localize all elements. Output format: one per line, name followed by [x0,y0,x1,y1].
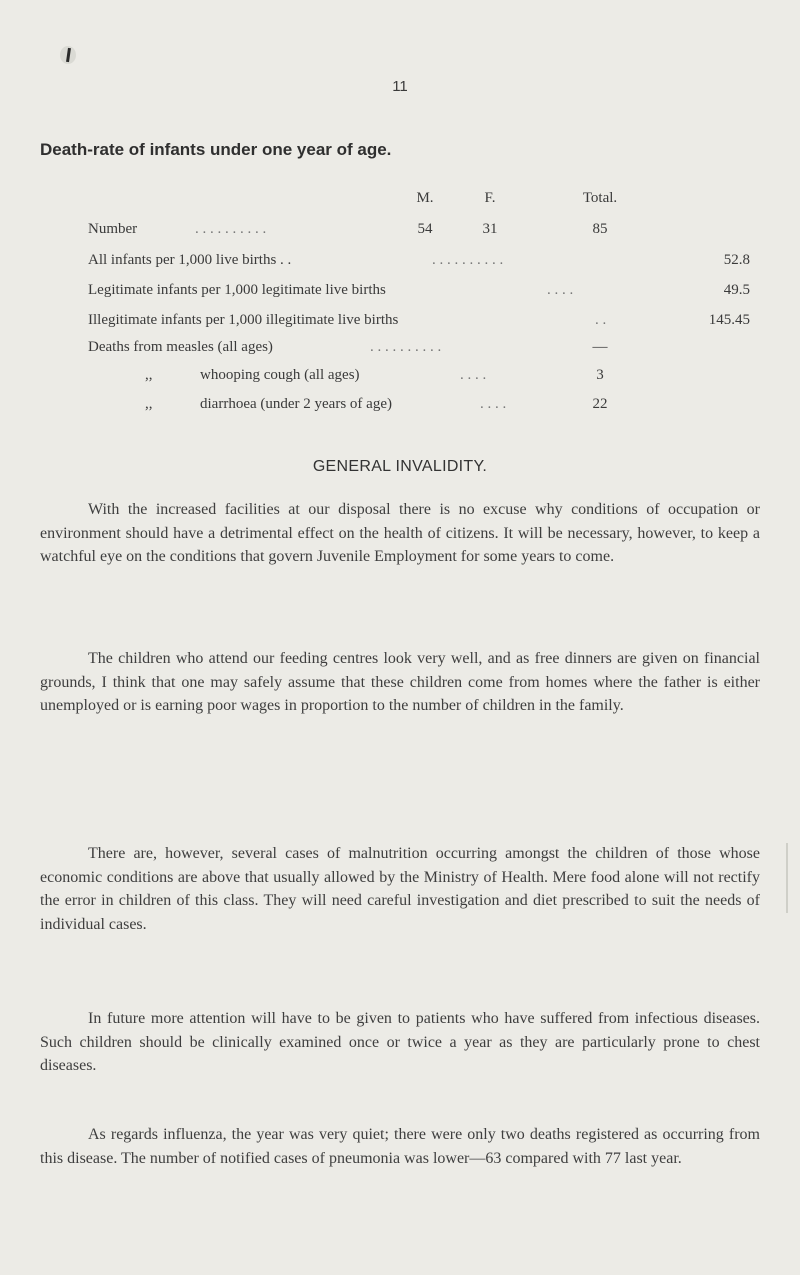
header-m: M. [416,190,434,206]
paragraph: In future more attention will have to be given to patients who have suffered from infectious diseases. Such children should be clinically examined once or twice a year as they are particularly prone to chest diseases. [40,1010,760,1074]
cell-rate: 49.5 [723,282,750,298]
table-row [60,252,760,274]
leader-dots: . . . . [547,282,574,298]
cell-total: 22 [592,396,608,412]
row-label: Illegitimate infants per 1,000 illegitimate live births [88,312,399,328]
row-label: Number [88,221,138,237]
row-label: Legitimate infants per 1,000 legitimate live births [88,282,386,298]
row-label: diarrhoea (under 2 years of age) [200,396,392,412]
paragraph: As regards influenza, the year was very quiet; there were only two deaths registered as occurring from this disease. The number of notified cases of pneumonia was lower—63 compared with 77 last year. [40,1126,760,1167]
ditto-mark: ,, [145,396,153,412]
section-title: GENERAL INVALIDITY. [312,458,488,475]
leader-dots: . . . . . . . . . . [370,339,442,355]
cell-f: 31 [482,221,498,237]
cell-rate: 145.45 [708,312,750,328]
table-row [60,221,760,243]
leader-dots: . . . . . . . . . . [432,252,504,268]
header-f: F. [484,190,496,206]
paragraph: There are, however, several cases of malnutrition occurring amongst the children of those whose economic conditions are above that usually allowed by the Ministry of Health. Mere food alone will not rectify the error in children of this class. They will need careful investigation and diet prescribed to suit the needs of individual cases. [40,845,760,933]
cell-m: 54 [417,221,433,237]
leader-dots: . . [595,312,607,328]
scan-artifact [786,843,788,913]
paragraph: With the increased facilities at our disposal there is no excuse why conditions of occupation or environment should have a detrimental effect on the health of citizens. It will be necessary, however, to keep a watchful eye on the conditions that govern Juvenile Employment for some years to come. [40,501,760,565]
header-total: Total. [582,190,618,206]
cell-total: — [592,339,608,355]
cell-total: 85 [592,221,608,237]
table-heading: Death-rate of infants under one year of age. [40,140,392,159]
page-number: 11 [392,78,408,95]
leader-dots: . . . . [480,396,507,412]
row-label: whooping cough (all ages) [200,367,360,383]
row-label: All infants per 1,000 live births . . [88,252,292,268]
cell-total: 3 [596,367,604,383]
table-row [60,312,760,334]
ditto-mark: ,, [145,367,153,383]
punch-hole-mark [60,46,76,64]
cell-rate: 52.8 [723,252,750,268]
paragraph: The children who attend our feeding centres look very well, and as free dinners are given on financial grounds, I think that one may safely assume that these children come from homes where the father is either unemployed or is earning poor wages in proportion to the number of children in the family. [40,650,760,714]
table-row [60,282,760,304]
leader-dots: . . . . [460,367,487,383]
leader-dots: . . . . . . . . . . [195,221,267,237]
table-row [60,367,760,389]
row-label: Deaths from measles (all ages) [88,339,273,355]
table-row [60,396,760,418]
table-header-row [60,190,760,212]
table-row [60,339,760,361]
